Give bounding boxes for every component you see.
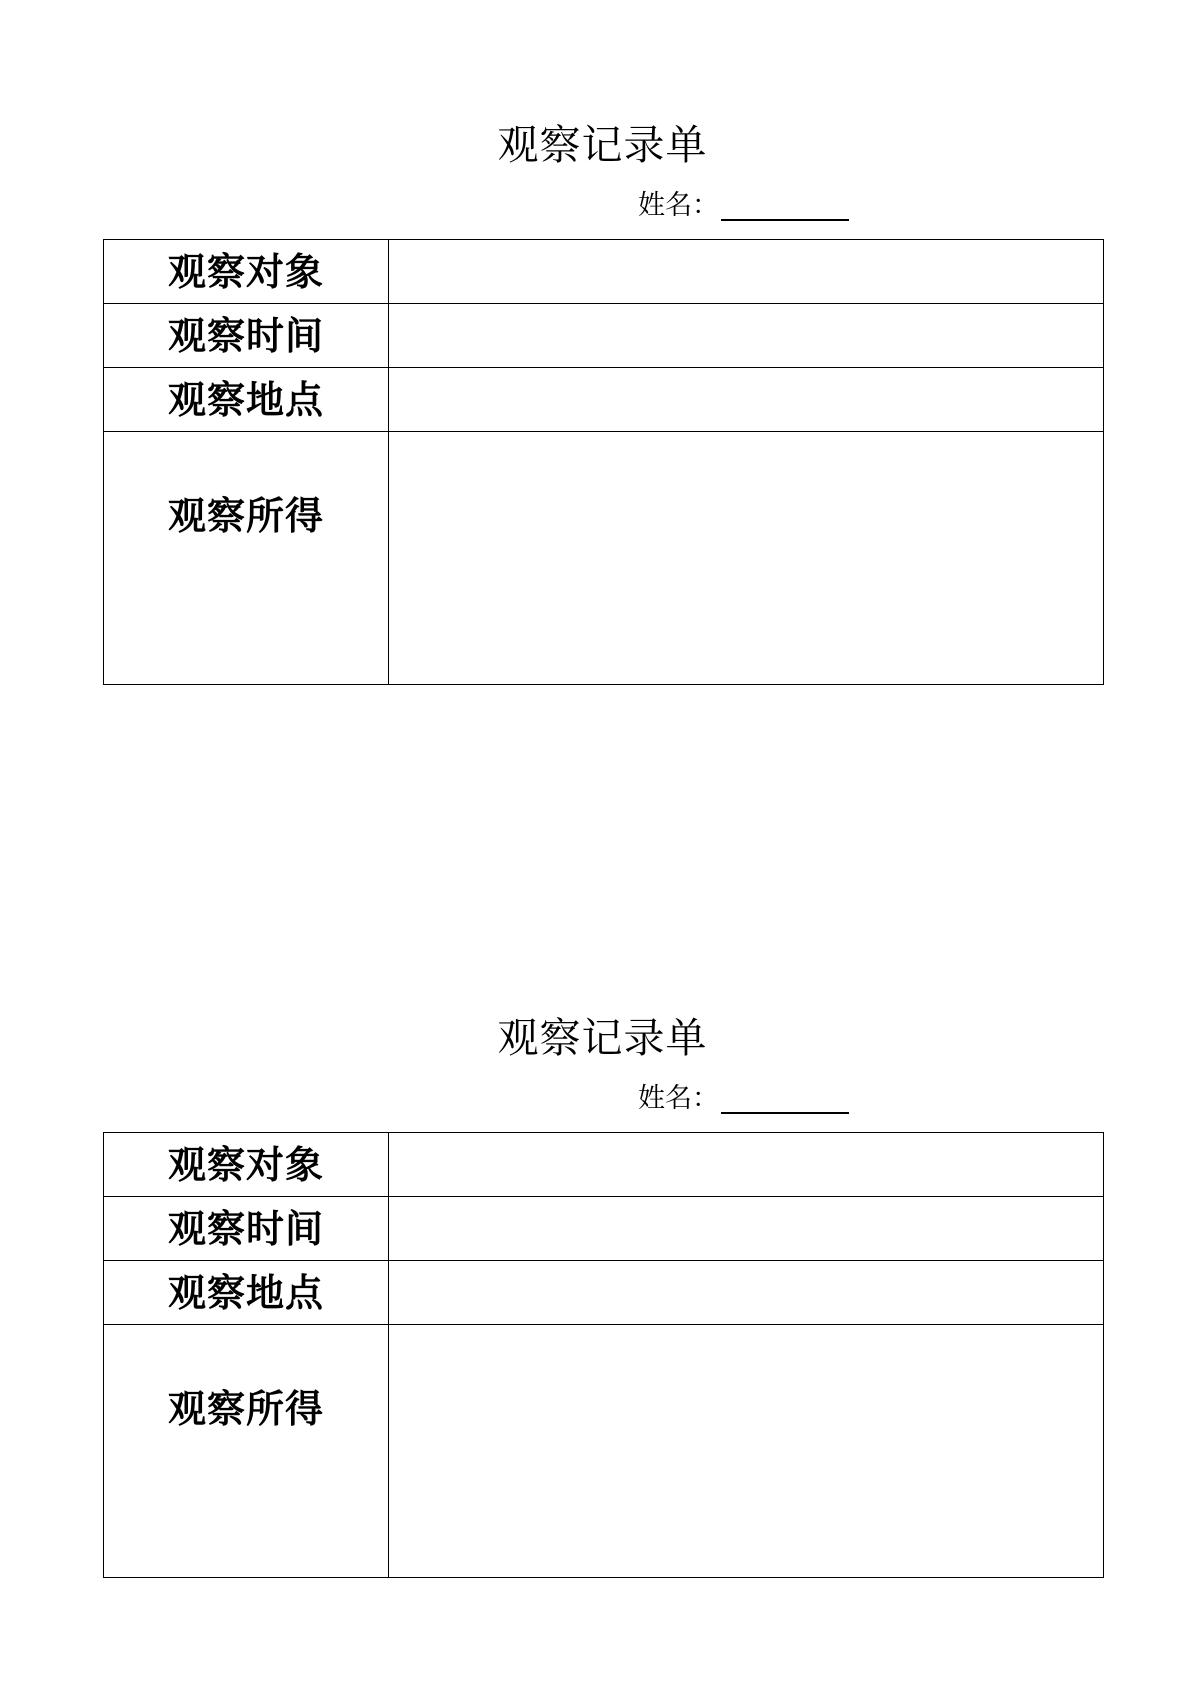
field-value-findings[interactable] bbox=[389, 1325, 1104, 1578]
field-value-object[interactable] bbox=[389, 240, 1104, 304]
table-row bbox=[104, 1325, 1104, 1578]
table-row bbox=[104, 304, 1104, 368]
field-value-object[interactable] bbox=[389, 1133, 1104, 1197]
name-field bbox=[638, 188, 849, 224]
field-label-findings: 观察所得 bbox=[104, 432, 389, 685]
field-label-location: 观察地点 bbox=[104, 368, 389, 432]
observation-form-2 bbox=[0, 893, 1200, 1513]
table-row bbox=[104, 1133, 1104, 1197]
field-label-object: 观察对象 bbox=[104, 1133, 389, 1197]
field-label-time: 观察时间 bbox=[104, 1197, 389, 1261]
field-label-findings: 观察所得 bbox=[104, 1325, 389, 1578]
form-title: 观察记录单 bbox=[497, 121, 708, 169]
name-label: 姓名： bbox=[638, 190, 719, 221]
field-value-time[interactable] bbox=[389, 1197, 1104, 1261]
table-row bbox=[104, 240, 1104, 304]
name-field bbox=[638, 1081, 849, 1117]
table-row bbox=[104, 1197, 1104, 1261]
record-table bbox=[103, 1132, 1104, 1578]
table-row bbox=[104, 432, 1104, 685]
field-label-location: 观察地点 bbox=[104, 1261, 389, 1325]
field-label-object: 观察对象 bbox=[104, 240, 389, 304]
name-blank-line[interactable] bbox=[721, 1082, 849, 1114]
observation-form-1 bbox=[0, 0, 1200, 620]
field-value-findings[interactable] bbox=[389, 432, 1104, 685]
record-table bbox=[103, 239, 1104, 685]
name-label: 姓名： bbox=[638, 1083, 719, 1114]
table-row bbox=[104, 368, 1104, 432]
field-value-time[interactable] bbox=[389, 304, 1104, 368]
table-row bbox=[104, 1261, 1104, 1325]
field-label-time: 观察时间 bbox=[104, 304, 389, 368]
name-blank-line[interactable] bbox=[721, 189, 849, 221]
form-title: 观察记录单 bbox=[497, 1014, 708, 1062]
field-value-location[interactable] bbox=[389, 1261, 1104, 1325]
field-value-location[interactable] bbox=[389, 368, 1104, 432]
